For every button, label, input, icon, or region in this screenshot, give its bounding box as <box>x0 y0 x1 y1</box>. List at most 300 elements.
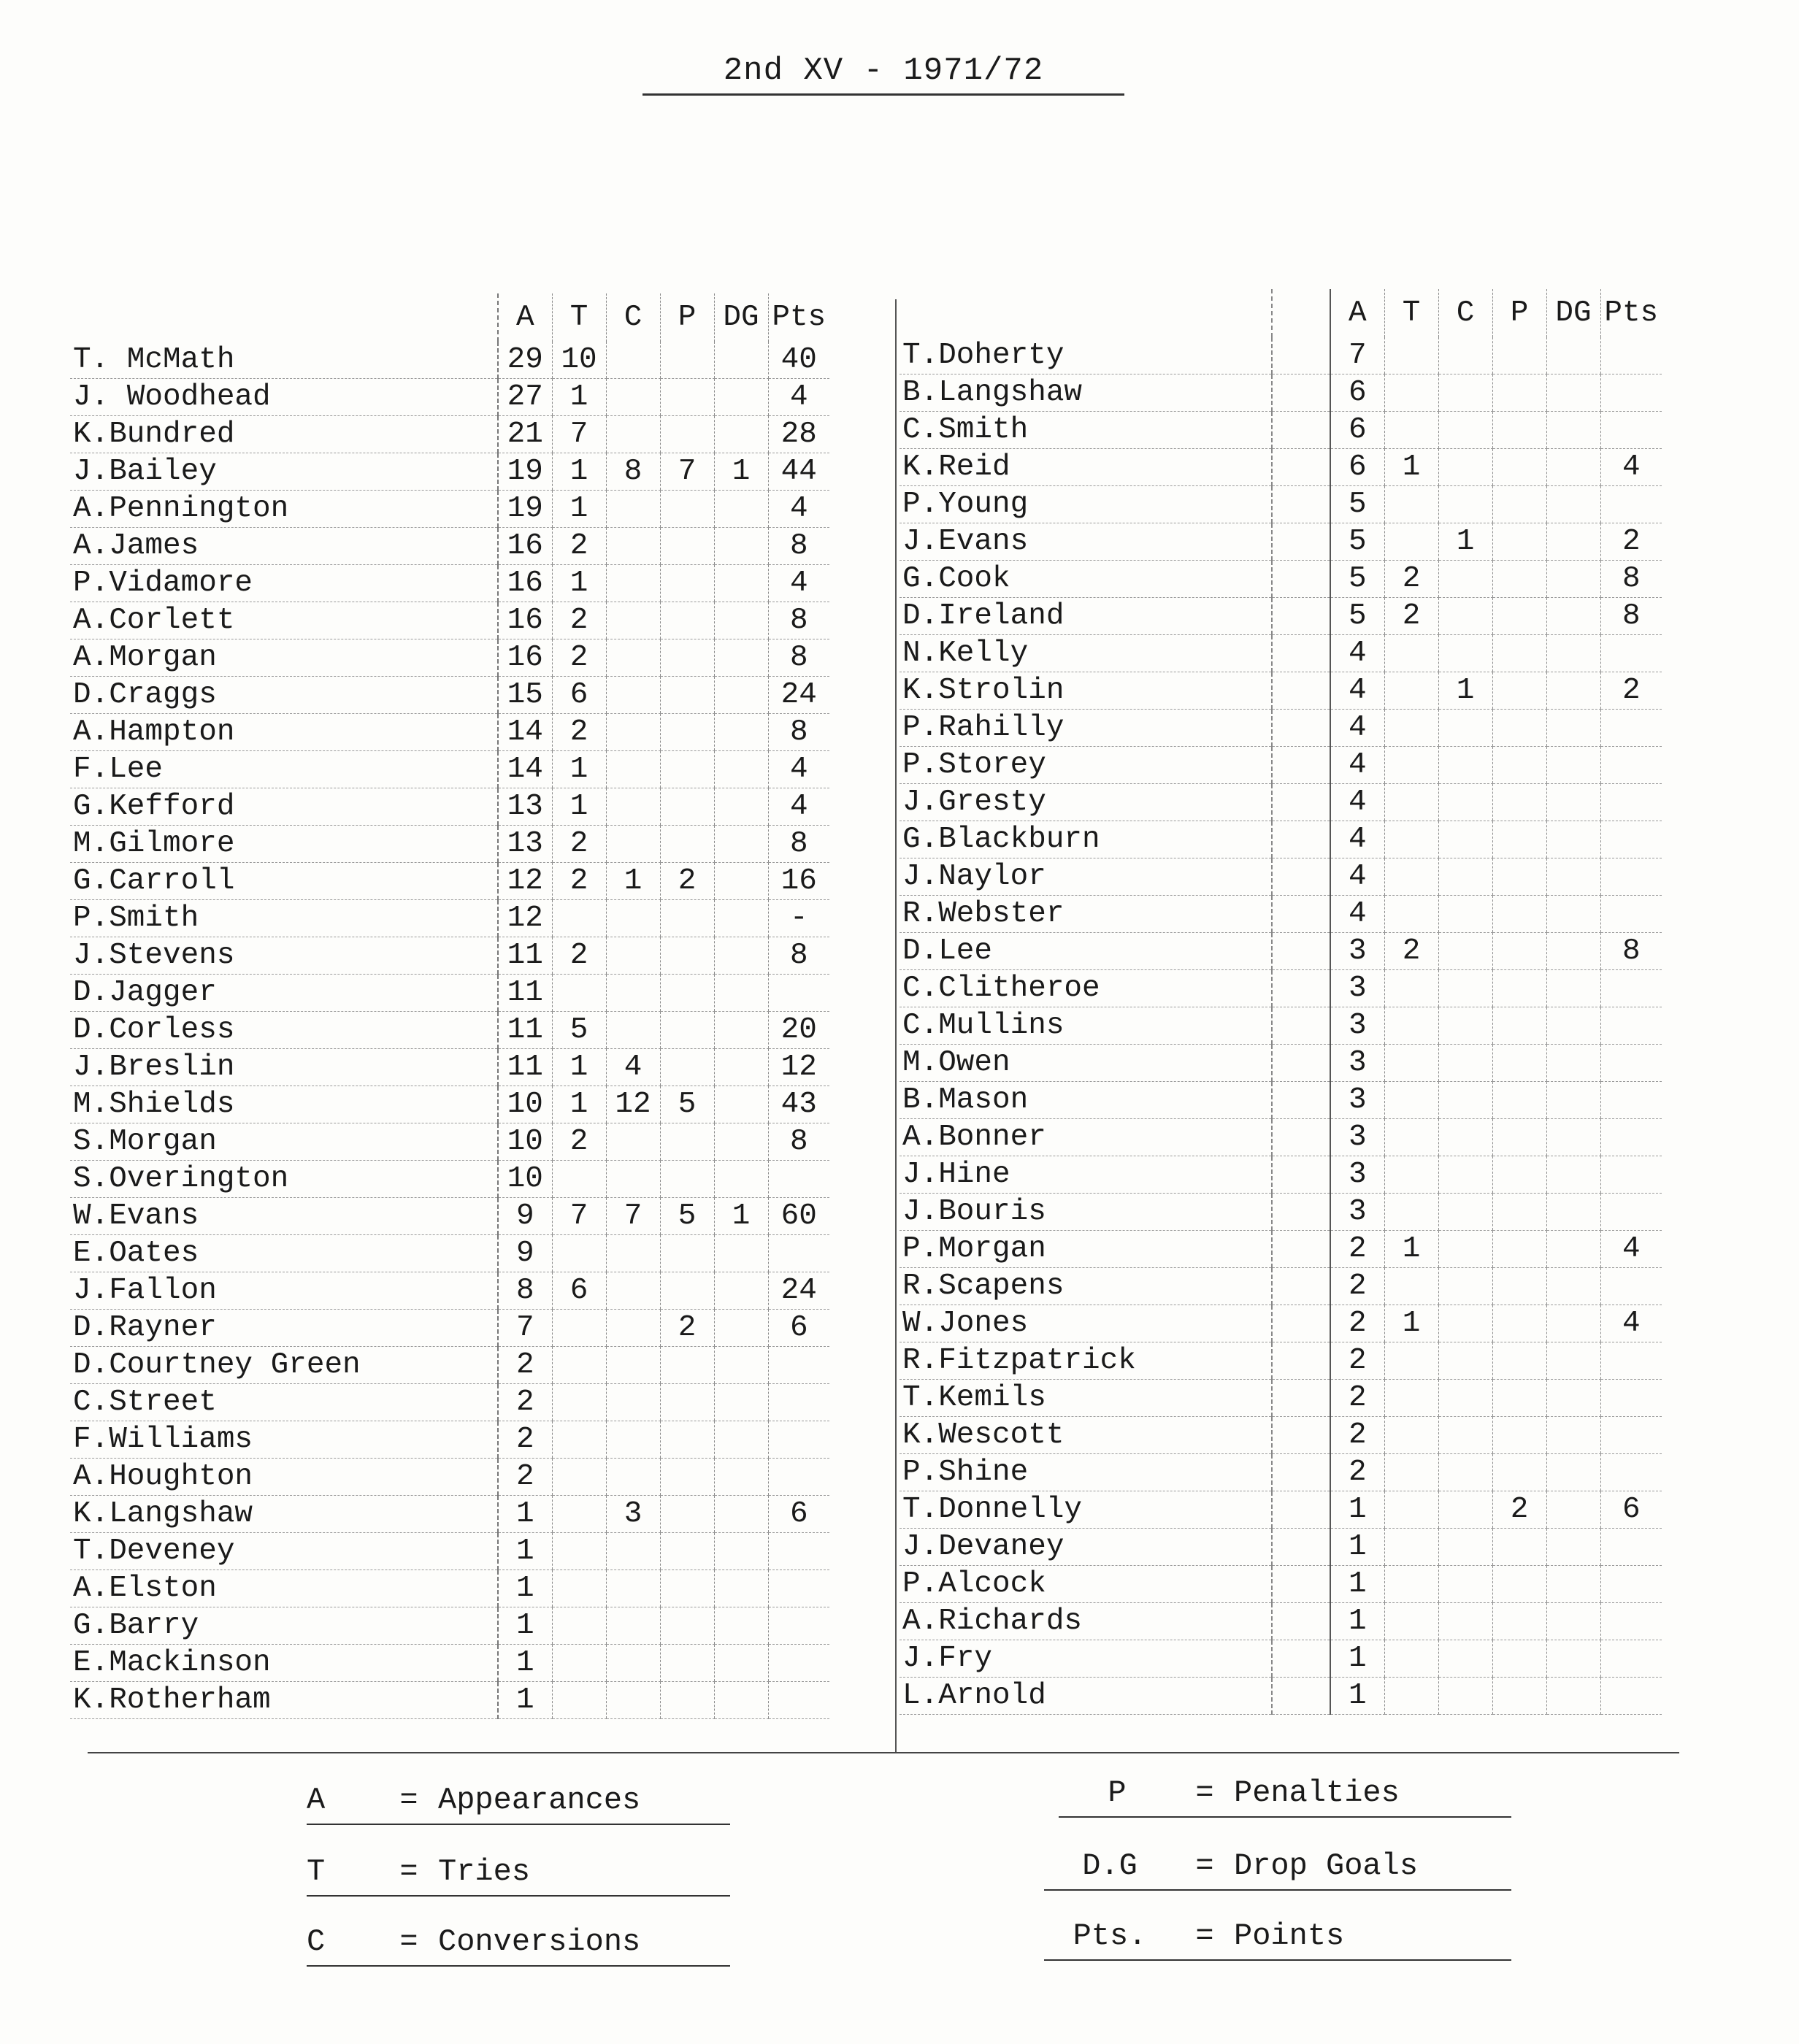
stat-cell-pts <box>768 1384 829 1421</box>
player-name: C.Clitheroe <box>900 970 1272 1007</box>
stat-cell-pts: 6 <box>1600 1491 1662 1529</box>
stat-cell-a: 21 <box>498 416 552 453</box>
stat-cell-dg <box>1546 523 1600 561</box>
stat-cell-pts <box>1600 1342 1662 1380</box>
stat-cell-pts: 43 <box>768 1086 829 1123</box>
stat-cell-c <box>1438 1119 1492 1156</box>
stat-cell-a: 16 <box>498 602 552 639</box>
player-name: P.Alcock <box>900 1566 1272 1603</box>
table-row <box>900 412 1662 449</box>
table-row <box>70 528 829 565</box>
stat-cell-t <box>1384 1491 1438 1529</box>
table-row <box>70 1682 829 1719</box>
row-spacer <box>1272 1529 1330 1566</box>
player-name: R.Fitzpatrick <box>900 1342 1272 1380</box>
stat-cell-p <box>1492 1045 1546 1082</box>
stat-cell-c <box>606 937 660 975</box>
stat-cell-a: 12 <box>498 900 552 937</box>
stat-cell-a: 4 <box>1330 747 1384 784</box>
player-name: J.Gresty <box>900 784 1272 821</box>
stat-cell-t <box>1384 672 1438 710</box>
player-name: E.Oates <box>70 1235 498 1272</box>
stat-cell-t: 1 <box>552 751 606 788</box>
stat-cell-t <box>1384 1454 1438 1491</box>
stat-cell-c <box>1438 561 1492 598</box>
stat-cell-c <box>606 1235 660 1272</box>
player-name: J.Stevens <box>70 937 498 975</box>
player-name: A.Hampton <box>70 714 498 751</box>
stat-cell-c <box>606 714 660 751</box>
stat-cell-dg <box>714 1496 768 1533</box>
stat-cell-c <box>606 602 660 639</box>
stat-cell-t <box>552 1235 606 1272</box>
stat-cell-p <box>660 1012 714 1049</box>
stat-cell-dg: 1 <box>714 453 768 491</box>
stat-cell-dg <box>1546 412 1600 449</box>
stat-cell-pts: 8 <box>1600 561 1662 598</box>
stat-cell-a: 2 <box>1330 1342 1384 1380</box>
stat-cell-pts <box>1600 1119 1662 1156</box>
table-row <box>70 342 829 379</box>
stat-cell-pts <box>768 1235 829 1272</box>
stat-cell-a: 3 <box>1330 970 1384 1007</box>
stat-cell-dg <box>714 491 768 528</box>
table-row <box>900 896 1662 933</box>
stat-cell-a: 11 <box>498 975 552 1012</box>
stat-cell-p <box>1492 598 1546 635</box>
stat-cell-pts <box>768 1533 829 1570</box>
stat-cell-dg <box>1546 896 1600 933</box>
row-spacer <box>1272 1454 1330 1491</box>
stat-cell-t <box>552 1496 606 1533</box>
stat-cell-p <box>1492 1640 1546 1678</box>
stat-cell-a: 2 <box>498 1384 552 1421</box>
stat-cell-a: 1 <box>1330 1678 1384 1715</box>
stat-cell-dg <box>1546 1342 1600 1380</box>
legend-equals: = <box>399 1854 418 1889</box>
table-row <box>900 1454 1662 1491</box>
legend-abbr: A <box>307 1783 326 1818</box>
stat-cell-dg <box>1546 672 1600 710</box>
row-spacer <box>1272 1342 1330 1380</box>
stat-cell-a: 6 <box>1330 374 1384 412</box>
stats-table-right <box>900 289 1662 1715</box>
player-name: D.Corless <box>70 1012 498 1049</box>
stat-cell-p <box>1492 1342 1546 1380</box>
stat-cell-pts <box>768 1607 829 1645</box>
stat-cell-dg <box>714 379 768 416</box>
player-name: R.Scapens <box>900 1268 1272 1305</box>
stat-cell-p: 5 <box>660 1198 714 1235</box>
stat-cell-pts: 4 <box>768 751 829 788</box>
table-row <box>70 1347 829 1384</box>
player-name: J.Hine <box>900 1156 1272 1194</box>
stat-cell-c: 1 <box>1438 672 1492 710</box>
stat-cell-a: 9 <box>498 1235 552 1272</box>
stat-cell-a: 1 <box>1330 1640 1384 1678</box>
stat-cell-dg <box>1546 449 1600 486</box>
stat-cell-dg <box>714 342 768 379</box>
stat-cell-p <box>660 528 714 565</box>
stat-cell-pts <box>1600 1640 1662 1678</box>
stat-cell-a: 4 <box>1330 635 1384 672</box>
stat-cell-p <box>660 1570 714 1607</box>
player-name: J.Bailey <box>70 453 498 491</box>
stat-cell-p <box>1492 1156 1546 1194</box>
center-divider <box>895 299 897 1752</box>
stat-cell-a: 1 <box>1330 1566 1384 1603</box>
player-name: S.Morgan <box>70 1123 498 1161</box>
row-spacer <box>1272 1119 1330 1156</box>
stat-cell-p <box>1492 747 1546 784</box>
row-spacer <box>1272 449 1330 486</box>
stat-cell-t <box>1384 1268 1438 1305</box>
stat-cell-t <box>1384 1640 1438 1678</box>
stat-cell-dg <box>1546 1491 1600 1529</box>
stat-cell-t <box>552 1570 606 1607</box>
legend-abbr: P <box>1108 1775 1127 1810</box>
stat-cell-p <box>660 900 714 937</box>
stat-cell-dg <box>714 1570 768 1607</box>
stat-cell-c <box>1438 1156 1492 1194</box>
stat-cell-c <box>1438 1454 1492 1491</box>
table-row <box>900 1231 1662 1268</box>
stat-cell-dg <box>1546 374 1600 412</box>
stat-cell-p <box>1492 1454 1546 1491</box>
player-name: D.Rayner <box>70 1310 498 1347</box>
stat-cell-c <box>1438 1603 1492 1640</box>
stat-cell-p <box>660 491 714 528</box>
stat-cell-p <box>660 714 714 751</box>
stat-cell-c <box>606 1123 660 1161</box>
stat-cell-t <box>1384 412 1438 449</box>
legend-abbr: Pts. <box>1073 1918 1147 1953</box>
stat-cell-dg <box>714 1086 768 1123</box>
row-spacer <box>1272 561 1330 598</box>
stat-cell-t: 1 <box>1384 1305 1438 1342</box>
stat-cell-pts <box>1600 747 1662 784</box>
stat-cell-t <box>1384 896 1438 933</box>
stat-cell-p <box>1492 1529 1546 1566</box>
table-row <box>70 714 829 751</box>
stat-cell-dg <box>1546 1417 1600 1454</box>
player-name: A.Elston <box>70 1570 498 1607</box>
stat-cell-p <box>1492 561 1546 598</box>
stat-cell-p <box>660 1123 714 1161</box>
stat-cell-p: 2 <box>1492 1491 1546 1529</box>
stat-cell-t: 10 <box>552 342 606 379</box>
stat-cell-pts <box>1600 710 1662 747</box>
stat-cell-p <box>1492 672 1546 710</box>
stat-cell-t: 2 <box>552 639 606 677</box>
stat-cell-t <box>1384 1156 1438 1194</box>
player-name: D.Ireland <box>900 598 1272 635</box>
table-row <box>70 863 829 900</box>
stat-cell-p <box>660 342 714 379</box>
table-row <box>900 1194 1662 1231</box>
table-row <box>70 1161 829 1198</box>
player-name: A.Corlett <box>70 602 498 639</box>
player-name: A.James <box>70 528 498 565</box>
legend-item <box>1059 1775 1511 1818</box>
stat-cell-a: 5 <box>1330 486 1384 523</box>
stat-cell-c <box>1438 374 1492 412</box>
table-row <box>900 523 1662 561</box>
stat-cell-dg <box>714 1235 768 1272</box>
table-row <box>70 379 829 416</box>
stat-cell-dg <box>1546 337 1600 374</box>
player-name: P.Smith <box>70 900 498 937</box>
stat-cell-a: 10 <box>498 1123 552 1161</box>
stat-cell-pts: 4 <box>768 565 829 602</box>
stat-cell-a: 7 <box>498 1310 552 1347</box>
row-spacer <box>1272 374 1330 412</box>
stat-cell-t <box>552 1310 606 1347</box>
stat-cell-dg <box>1546 598 1600 635</box>
stat-cell-p <box>660 565 714 602</box>
row-spacer <box>1272 1194 1330 1231</box>
stat-cell-c <box>1438 747 1492 784</box>
stat-cell-c <box>606 1384 660 1421</box>
player-name: J.Breslin <box>70 1049 498 1086</box>
stat-cell-pts <box>1600 858 1662 896</box>
stat-cell-a: 2 <box>1330 1417 1384 1454</box>
stat-cell-dg <box>1546 1231 1600 1268</box>
column-header: C <box>606 293 660 342</box>
table-row <box>70 826 829 863</box>
player-name: E.Mackinson <box>70 1645 498 1682</box>
row-spacer <box>1272 896 1330 933</box>
legend-item <box>307 1783 730 1825</box>
stat-cell-dg <box>1546 1454 1600 1491</box>
stat-cell-a: 1 <box>498 1496 552 1533</box>
stat-cell-pts: 60 <box>768 1198 829 1235</box>
row-spacer <box>1272 1491 1330 1529</box>
stat-cell-c: 3 <box>606 1496 660 1533</box>
stat-cell-a: 7 <box>1330 337 1384 374</box>
table-row <box>900 821 1662 858</box>
stat-cell-t <box>1384 635 1438 672</box>
table-row <box>900 710 1662 747</box>
table-bottom-rule <box>88 1752 1679 1753</box>
row-spacer <box>1272 1305 1330 1342</box>
stat-cell-dg <box>714 1012 768 1049</box>
stat-cell-a: 1 <box>1330 1603 1384 1640</box>
stat-cell-pts: 28 <box>768 416 829 453</box>
stat-cell-pts: 2 <box>1600 523 1662 561</box>
stat-cell-dg <box>714 714 768 751</box>
stat-cell-p <box>660 1421 714 1459</box>
stat-cell-a: 3 <box>1330 1194 1384 1231</box>
table-row <box>70 491 829 528</box>
table-row <box>900 486 1662 523</box>
stat-cell-pts <box>768 975 829 1012</box>
table-row <box>900 1678 1662 1715</box>
stat-cell-t: 1 <box>1384 1231 1438 1268</box>
player-name: S.Overington <box>70 1161 498 1198</box>
page-title: 2nd XV - 1971/72 <box>642 53 1124 96</box>
stat-cell-p <box>660 1161 714 1198</box>
stat-cell-dg <box>714 639 768 677</box>
legend-equals: = <box>399 1924 418 1959</box>
legend-abbr: D.G <box>1082 1848 1138 1883</box>
stat-cell-dg <box>714 565 768 602</box>
stat-cell-dg <box>714 416 768 453</box>
stat-cell-a: 27 <box>498 379 552 416</box>
stat-cell-c <box>1438 1007 1492 1045</box>
player-name: T.Donnelly <box>900 1491 1272 1529</box>
table-row <box>900 1156 1662 1194</box>
stat-cell-a: 2 <box>1330 1268 1384 1305</box>
stat-cell-a: 14 <box>498 751 552 788</box>
table-row <box>70 1384 829 1421</box>
stat-cell-c <box>606 342 660 379</box>
stat-cell-a: 2 <box>1330 1454 1384 1491</box>
stat-cell-t: 2 <box>552 528 606 565</box>
stat-cell-c <box>606 1607 660 1645</box>
table-row <box>900 1305 1662 1342</box>
player-name: J.Fallon <box>70 1272 498 1310</box>
stat-cell-a: 3 <box>1330 1119 1384 1156</box>
stat-cell-t: 2 <box>552 714 606 751</box>
row-spacer <box>1272 970 1330 1007</box>
stat-cell-p <box>1492 858 1546 896</box>
stat-cell-t <box>552 1645 606 1682</box>
row-spacer <box>1272 1603 1330 1640</box>
row-spacer <box>1272 784 1330 821</box>
stat-cell-c <box>1438 1082 1492 1119</box>
table-row <box>70 1235 829 1272</box>
stat-cell-a: 13 <box>498 826 552 863</box>
stat-cell-dg <box>1546 710 1600 747</box>
stat-cell-p <box>1492 1603 1546 1640</box>
stat-cell-pts <box>1600 412 1662 449</box>
stat-cell-t <box>1384 1007 1438 1045</box>
stats-table-left <box>70 293 829 1719</box>
stat-cell-pts <box>1600 1454 1662 1491</box>
stat-cell-dg <box>1546 1082 1600 1119</box>
stat-cell-a: 4 <box>1330 672 1384 710</box>
table-row <box>900 1417 1662 1454</box>
legend-item <box>1044 1848 1511 1891</box>
table-row <box>70 900 829 937</box>
stat-cell-dg <box>714 528 768 565</box>
player-name: J.Evans <box>900 523 1272 561</box>
stat-cell-c <box>1438 1305 1492 1342</box>
stat-cell-t: 7 <box>552 1198 606 1235</box>
player-name: P.Vidamore <box>70 565 498 602</box>
table-row <box>900 1119 1662 1156</box>
stat-cell-p: 7 <box>660 453 714 491</box>
table-row <box>70 1496 829 1533</box>
player-name: T.Deveney <box>70 1533 498 1570</box>
stat-cell-a: 11 <box>498 937 552 975</box>
stat-cell-a: 2 <box>498 1421 552 1459</box>
stat-cell-p <box>1492 821 1546 858</box>
stat-cell-c: 12 <box>606 1086 660 1123</box>
stat-cell-a: 4 <box>1330 784 1384 821</box>
player-name: P.Storey <box>900 747 1272 784</box>
stat-cell-dg <box>1546 784 1600 821</box>
stat-cell-dg <box>714 1533 768 1570</box>
column-header: T <box>1384 289 1438 337</box>
stat-cell-c <box>1438 858 1492 896</box>
stat-cell-p <box>1492 1566 1546 1603</box>
header-name <box>70 293 498 342</box>
stat-cell-pts: 4 <box>1600 1231 1662 1268</box>
stat-cell-p <box>660 751 714 788</box>
stat-cell-pts <box>768 1682 829 1719</box>
table-row <box>70 1310 829 1347</box>
stat-cell-c <box>606 1012 660 1049</box>
row-spacer <box>1272 523 1330 561</box>
player-name: C.Mullins <box>900 1007 1272 1045</box>
stat-cell-dg <box>714 788 768 826</box>
stat-cell-c: 1 <box>1438 523 1492 561</box>
stat-cell-pts <box>1600 1045 1662 1082</box>
stat-cell-pts: 2 <box>1600 672 1662 710</box>
stat-cell-dg <box>1546 970 1600 1007</box>
player-name: G.Barry <box>70 1607 498 1645</box>
stat-cell-c: 8 <box>606 453 660 491</box>
table-row <box>900 337 1662 374</box>
table-row <box>900 933 1662 970</box>
stat-cell-dg <box>714 1123 768 1161</box>
row-spacer <box>1272 1268 1330 1305</box>
stat-cell-p <box>660 826 714 863</box>
stat-cell-c <box>1438 1268 1492 1305</box>
row-spacer <box>1272 1566 1330 1603</box>
column-header: DG <box>714 293 768 342</box>
stat-cell-a: 16 <box>498 565 552 602</box>
stat-cell-dg: 1 <box>714 1198 768 1235</box>
stat-cell-t <box>552 1421 606 1459</box>
column-header: DG <box>1546 289 1600 337</box>
table-row <box>70 1049 829 1086</box>
player-name: L.Arnold <box>900 1678 1272 1715</box>
stat-cell-t <box>1384 486 1438 523</box>
stat-cell-t: 1 <box>552 788 606 826</box>
stat-cell-pts <box>1600 1380 1662 1417</box>
stat-cell-c <box>1438 449 1492 486</box>
stat-cell-t <box>1384 337 1438 374</box>
stat-cell-p <box>660 602 714 639</box>
stat-cell-t: 1 <box>552 1049 606 1086</box>
player-name: A.Houghton <box>70 1459 498 1496</box>
table-row <box>70 565 829 602</box>
stat-cell-t: 1 <box>552 453 606 491</box>
stat-cell-pts: 4 <box>1600 1305 1662 1342</box>
stat-cell-c <box>1438 933 1492 970</box>
stat-cell-c <box>1438 486 1492 523</box>
stat-cell-t: 1 <box>552 379 606 416</box>
player-name: R.Webster <box>900 896 1272 933</box>
stat-cell-c <box>1438 635 1492 672</box>
stat-cell-c <box>606 1310 660 1347</box>
table-row <box>900 858 1662 896</box>
stat-cell-pts <box>1600 821 1662 858</box>
stat-cell-pts <box>768 1421 829 1459</box>
stat-cell-t: 2 <box>552 937 606 975</box>
stat-cell-t <box>1384 374 1438 412</box>
stat-cell-c <box>606 900 660 937</box>
stat-cell-dg <box>1546 1268 1600 1305</box>
stat-cell-dg <box>714 1384 768 1421</box>
stat-cell-pts <box>1600 1678 1662 1715</box>
stat-cell-t <box>552 975 606 1012</box>
player-name: G.Kefford <box>70 788 498 826</box>
stat-cell-dg <box>1546 635 1600 672</box>
